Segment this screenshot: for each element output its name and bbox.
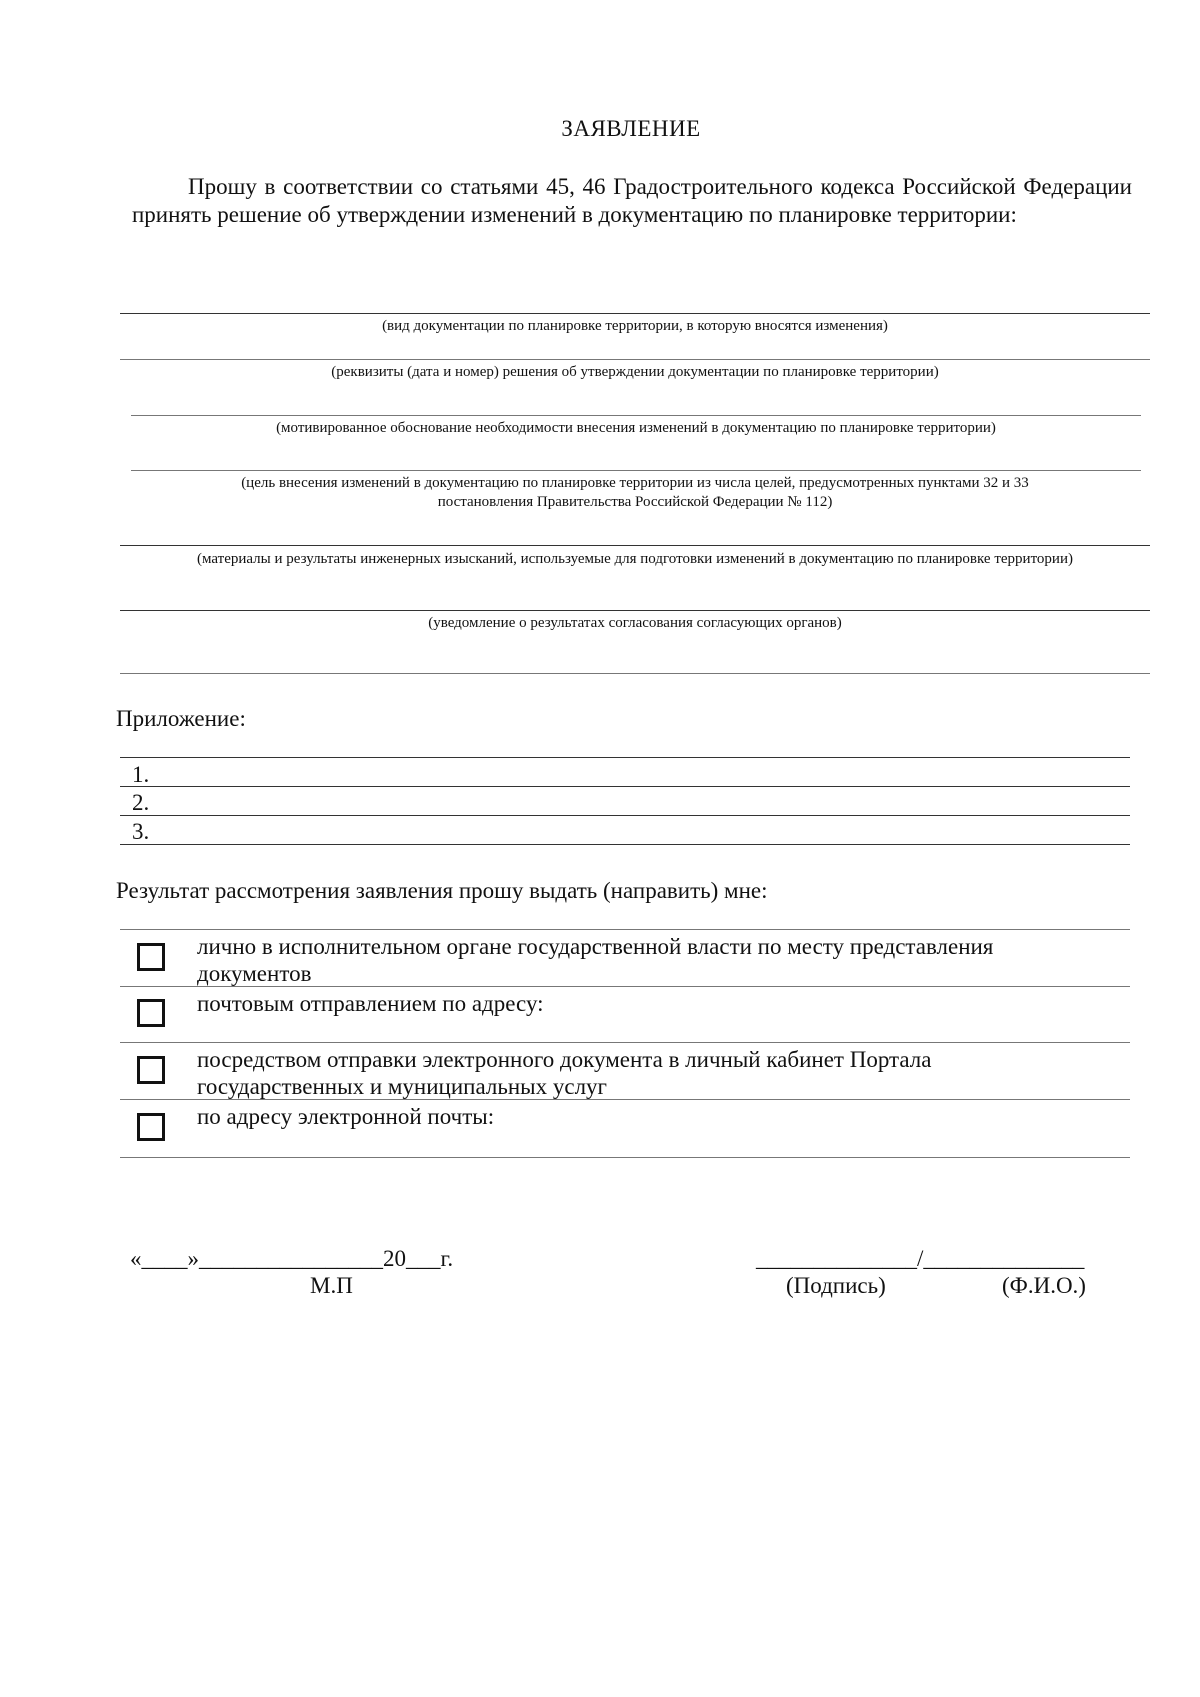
option-postal-label: почтовым отправлением по адресу: [197, 991, 544, 1016]
field-caption-survey-materials: (материалы и результаты инженерных изысканий, используемые для подготовки изменений в документацию по планировке территории) [197, 551, 1073, 567]
checkbox-in-person[interactable] [137, 943, 165, 971]
signature-line[interactable]: ______________/______________ [756, 1246, 1085, 1271]
document-title: ЗАЯВЛЕНИЕ [561, 116, 701, 141]
field-caption-approval-notice: (уведомление о результатах согласования согласующих органов) [428, 615, 842, 631]
attachment-line-3 [120, 844, 1130, 845]
checkbox-email[interactable] [137, 1113, 165, 1141]
delivery-line-2 [120, 1042, 1130, 1043]
delivery-line-4 [120, 1157, 1130, 1158]
attachment-item-1[interactable]: 1. [132, 762, 150, 787]
intro-paragraph: Прошу в соответствии со статьями 45, 46 Градостроительного кодекса Российской Федерации принять решение об утверждении изменений в документацию по планировке территории: [132, 174, 1132, 227]
attachment-line-1 [120, 786, 1130, 787]
option-portal-label: посредством отправки электронного документа в личный кабинет Портала государственных и муниципальных услуг [197, 1047, 932, 1099]
field-line-justification[interactable] [131, 415, 1141, 416]
field-caption-decision-details: (реквизиты (дата и номер) решения об утверждении документации по планировке территории) [331, 364, 939, 380]
field-line-purpose[interactable] [131, 470, 1141, 471]
field-line-document-type[interactable] [120, 313, 1150, 314]
option-email-label: по адресу электронной почты: [197, 1104, 495, 1129]
field-line-survey-materials[interactable] [120, 545, 1150, 546]
field-caption-justification: (мотивированное обоснование необходимости внесения изменений в документацию по планировке территории) [276, 420, 996, 436]
attachment-item-3[interactable]: 3. [132, 819, 150, 844]
field-caption-purpose: (цель внесения изменений в документацию по планировке территории из числа целей, предусмотренных пунктами 32 и 33 постановления Правительства Российской Федерации № 112) [241, 475, 1029, 510]
field-line-approval-notice[interactable] [120, 610, 1150, 611]
checkbox-postal[interactable] [137, 999, 165, 1027]
attachments-label: Приложение: [116, 706, 246, 731]
field-line-extra[interactable] [120, 673, 1150, 674]
delivery-line-0 [120, 929, 1130, 930]
field-line-decision-details[interactable] [120, 359, 1150, 360]
date-line[interactable]: «____»________________20___г. [130, 1246, 454, 1271]
signature-caption: (Подпись) [786, 1273, 886, 1298]
delivery-line-3 [120, 1099, 1130, 1100]
checkbox-portal[interactable] [137, 1056, 165, 1084]
attachments-top-line [120, 757, 1130, 758]
field-caption-document-type: (вид документации по планировке территории, в которую вносятся изменения) [382, 318, 888, 334]
delivery-line-1 [120, 986, 1130, 987]
attachment-item-2[interactable]: 2. [132, 790, 150, 815]
delivery-label: Результат рассмотрения заявления прошу выдать (направить) мне: [116, 878, 768, 903]
attachment-line-2 [120, 815, 1130, 816]
option-in-person-label: лично в исполнительном органе государственной власти по месту представления документов [197, 934, 994, 986]
stamp-label: М.П [310, 1273, 353, 1298]
name-caption: (Ф.И.О.) [1002, 1273, 1086, 1298]
